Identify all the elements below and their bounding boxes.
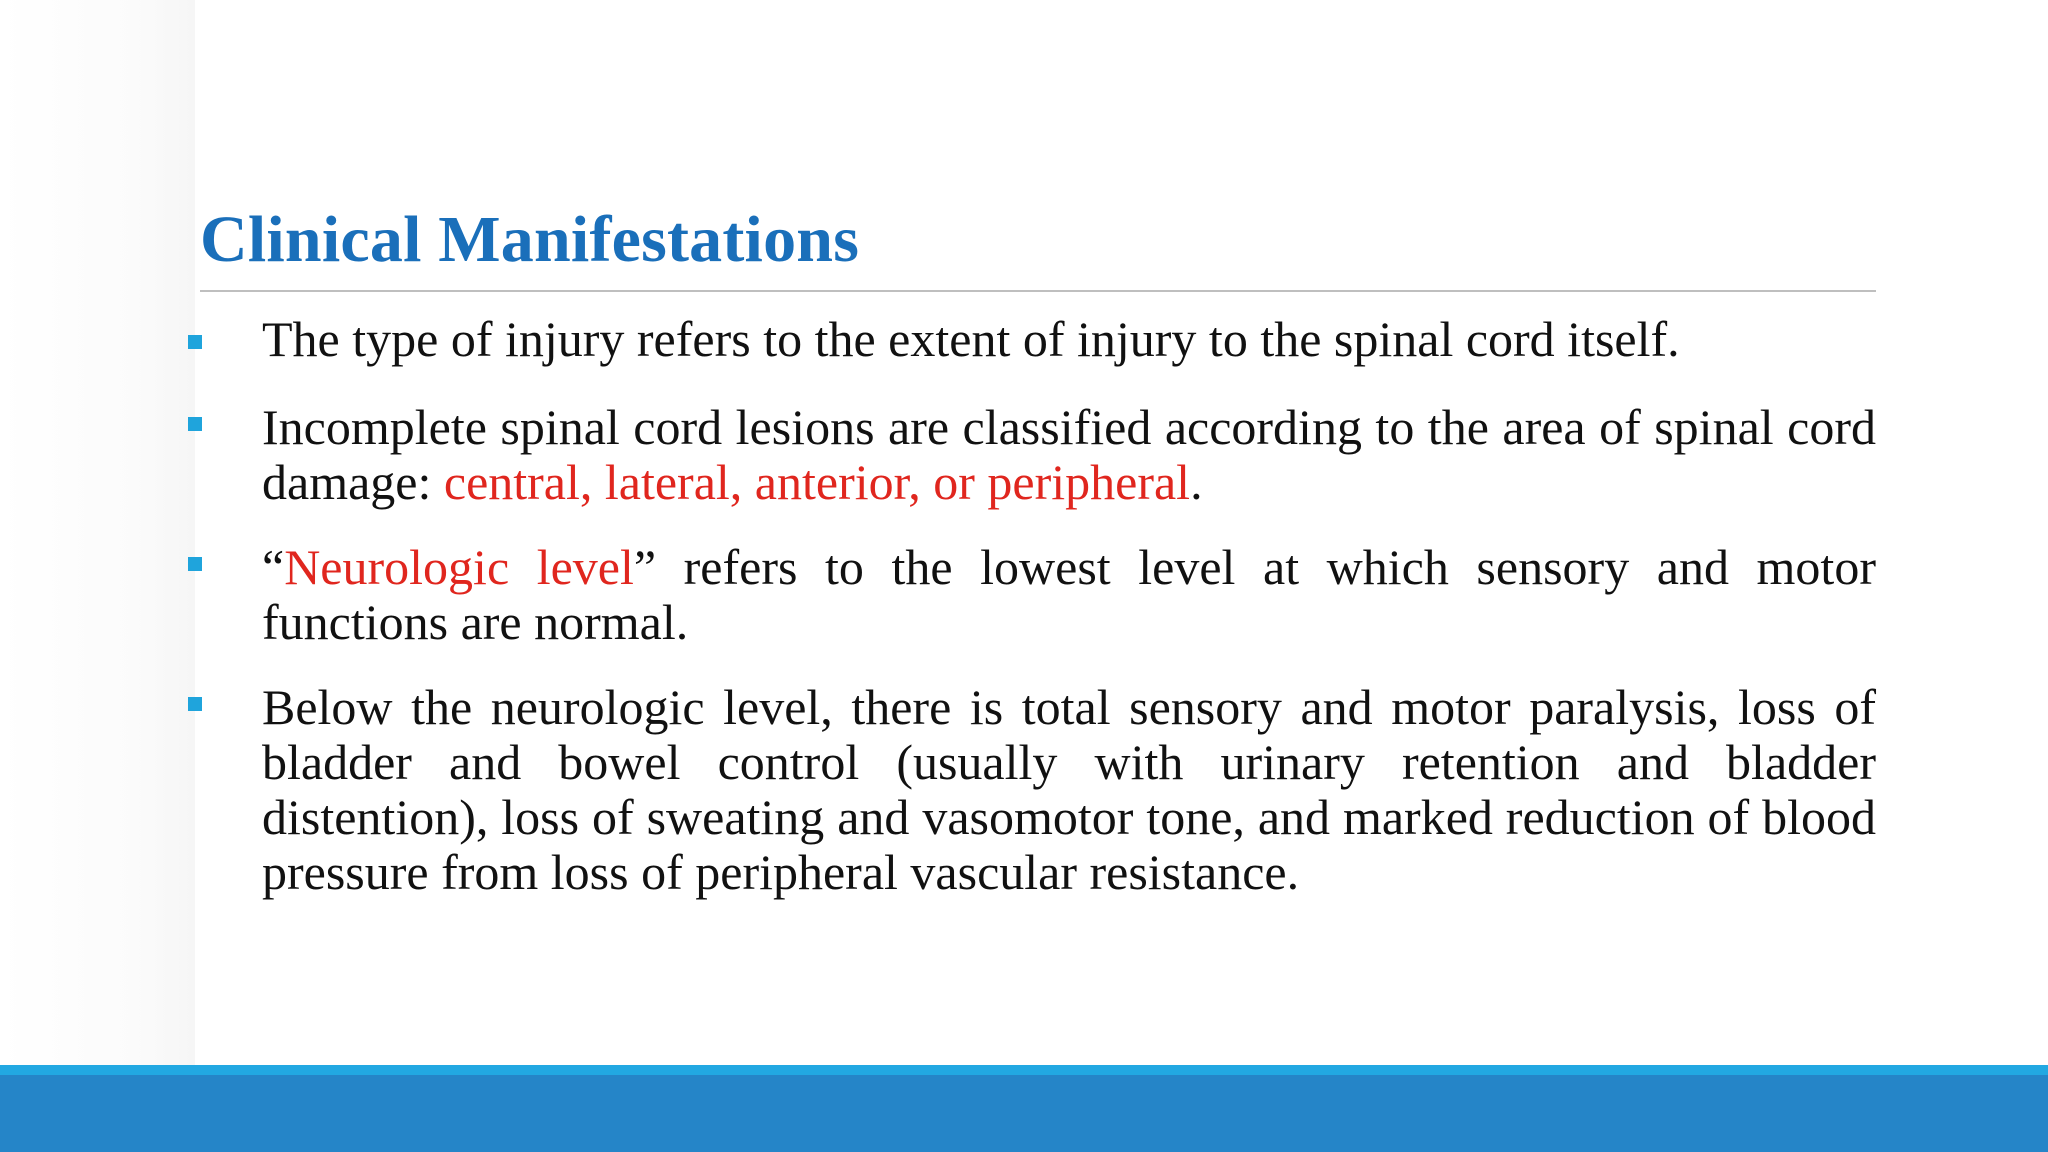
bullet-text: The type of injury refers to the extent of injury to the spinal cord itself. <box>262 311 1680 367</box>
bullet-text-plain: ” refers to the lowest level at which sensory and motor functions are normal. <box>262 539 1876 650</box>
square-bullet-icon <box>188 335 202 349</box>
bullet-text <box>262 400 1876 510</box>
bullet-text-plain: . <box>1190 454 1203 510</box>
bullet-text-highlight: central, lateral, anterior, or peripheral <box>443 454 1191 510</box>
square-bullet-icon <box>188 417 202 431</box>
bullet-text-plain: Incomplete spinal cord lesions are classified according to the area of spinal cord damage: <box>262 399 1876 510</box>
footer-bar <box>0 1075 2048 1152</box>
bullet-text-highlight: Neurologic level <box>284 539 634 595</box>
footer-accent-stripe <box>0 1065 2048 1075</box>
bullet-text-plain: “ <box>262 539 285 595</box>
bullet-text: Below the neurologic level, there is total sensory and motor paralysis, loss of bladder and bowel control (usually with urinary retention and bladder distention), loss of sweating and vasomotor tone, and marked reduction of blood pressure from loss of peripheral vascular resistance. <box>262 679 1876 900</box>
bullet-text <box>262 540 1876 650</box>
slide-title: Clinical Manifestations <box>200 203 860 276</box>
square-bullet-icon <box>188 557 202 571</box>
square-bullet-icon <box>188 697 202 711</box>
